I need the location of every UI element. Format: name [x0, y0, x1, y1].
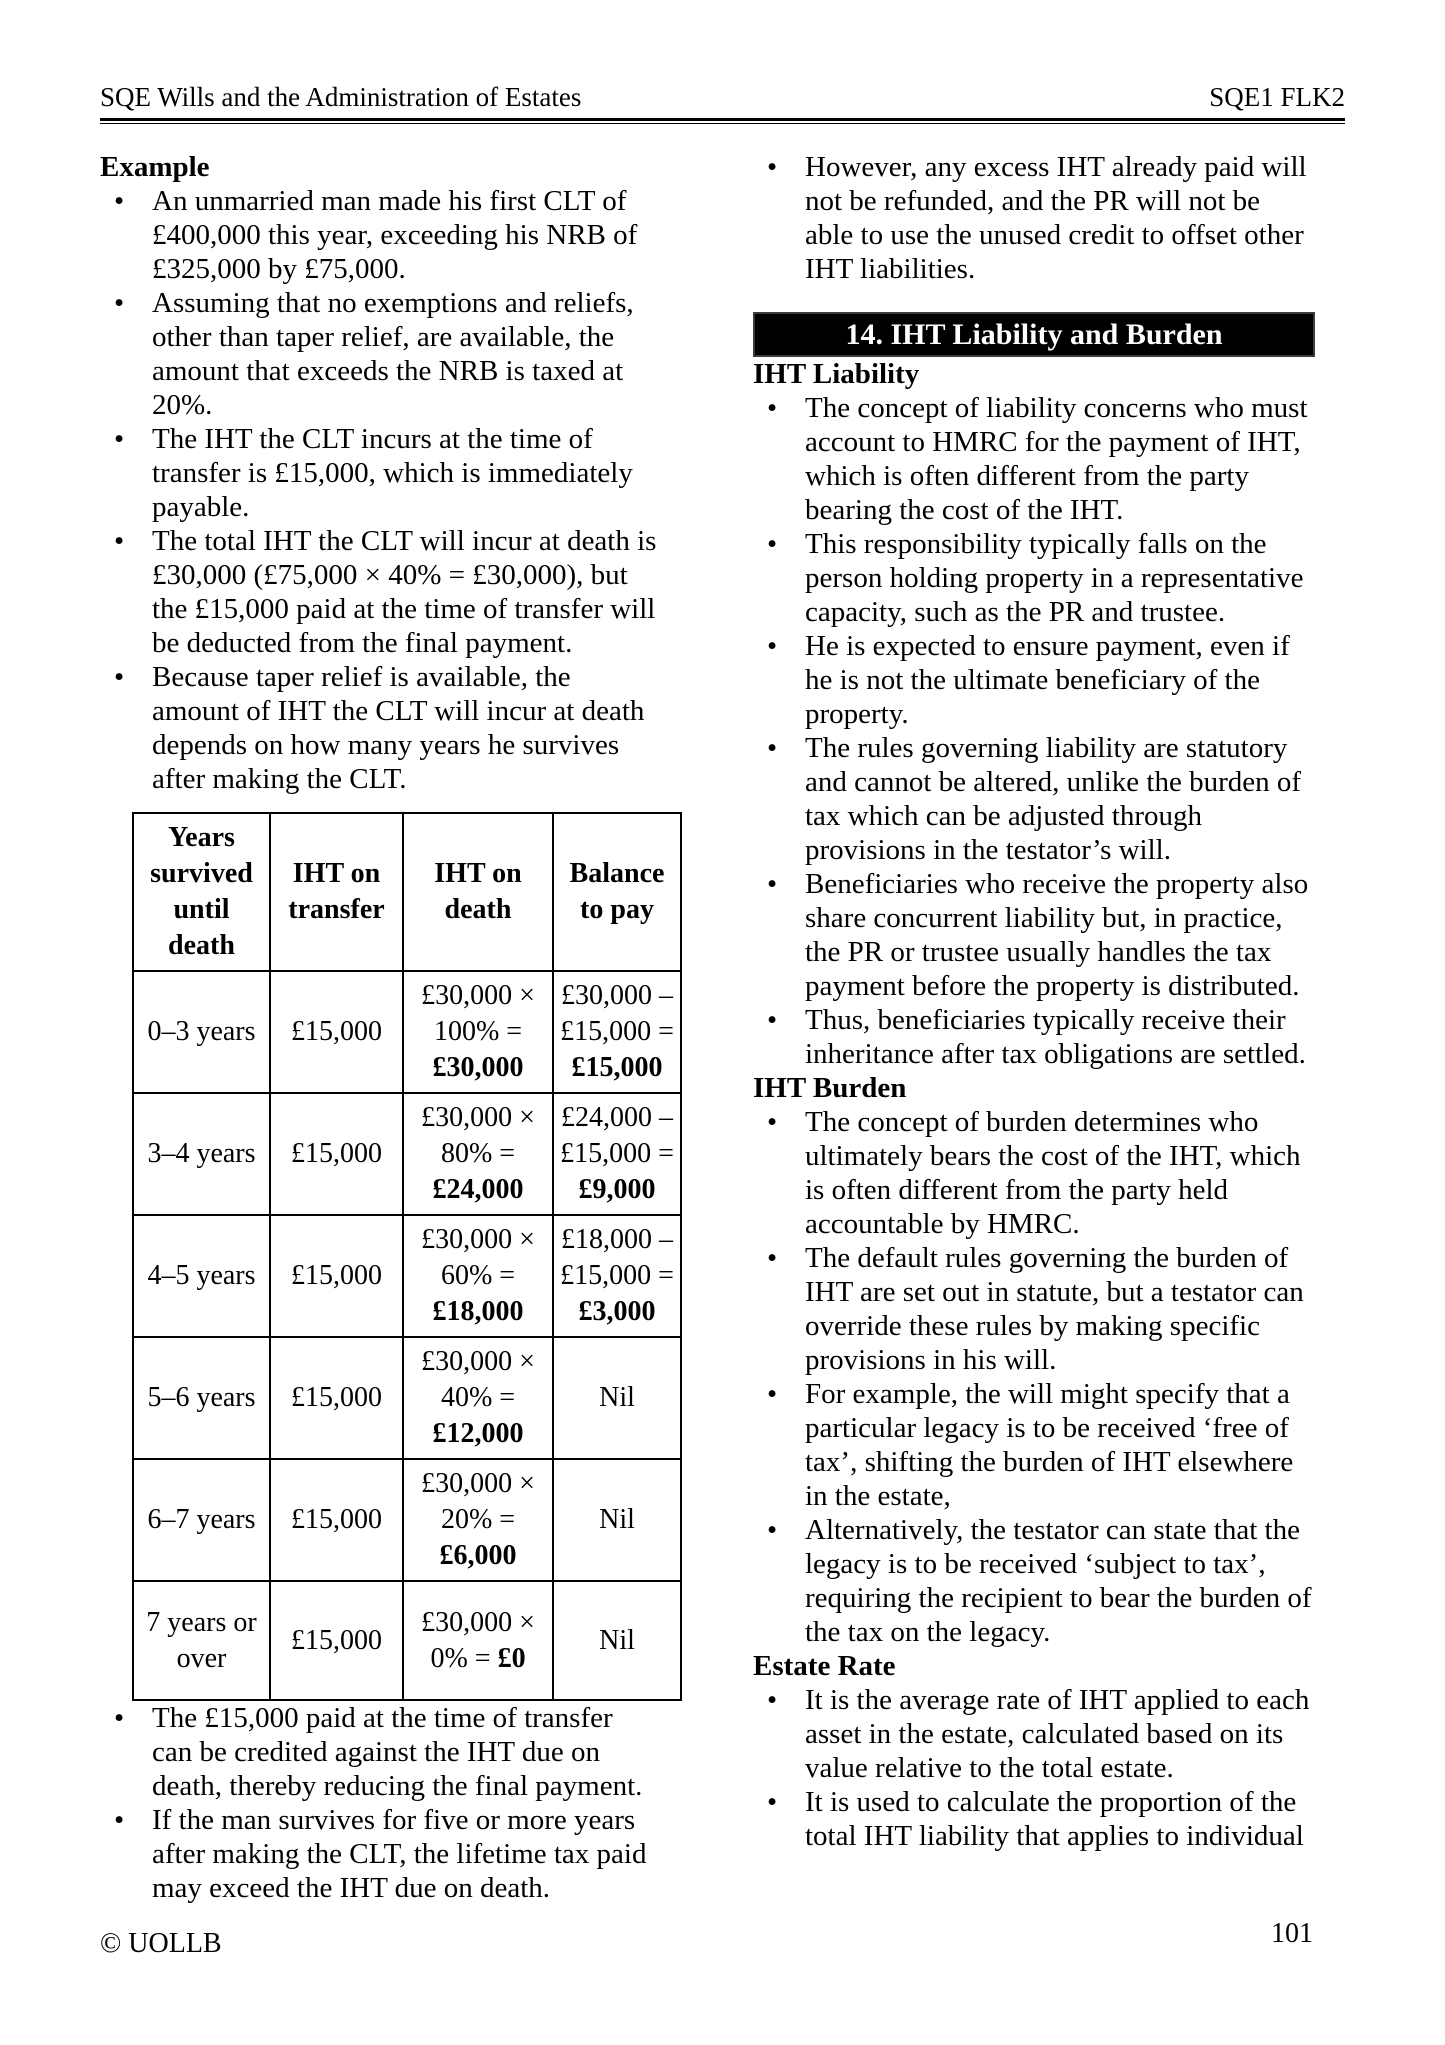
years-cell: 3–4 years	[133, 1093, 270, 1215]
cell-line: 0% = £0	[430, 1642, 526, 1674]
liability-bullet-list	[753, 391, 1315, 1071]
cell-line: £18,000 –	[561, 1224, 673, 1255]
bullet-text: For example, the will might specify that a particular legacy is to be received ‘free of tax’, shifting the burden of IHT elsewhere in the estate,	[805, 1378, 1294, 1512]
iht-on-death-cell	[403, 1215, 553, 1337]
list-item	[753, 1003, 1315, 1071]
iht-on-transfer-cell: £15,000	[270, 1337, 403, 1459]
cell-line: 100% =	[433, 1016, 523, 1047]
top-bullet-list	[753, 150, 1315, 286]
table-header-cell: Balance to pay	[553, 813, 681, 971]
bullet-text: The default rules governing the burden of IHT are set out in statute, but a testator can override these rules by making specific provisions in his will.	[805, 1242, 1304, 1376]
content-columns	[100, 150, 1315, 1905]
left-column	[100, 150, 674, 1905]
list-item	[753, 867, 1315, 1003]
bullet-icon: •	[767, 528, 778, 560]
bullet-text: Alternatively, the testator can state that the legacy is to be received ‘subject to tax’, requiring the recipient to bear the burden of the tax on the legacy.	[805, 1514, 1312, 1648]
header-title-right: SQE1 FLK2	[1209, 82, 1345, 112]
bullet-text: The total IHT the CLT will incur at death is £30,000 (£75,000 × 40% = £30,000), but the £15,000 paid at the time of transfer will be deducted from the final payment.	[152, 525, 657, 659]
estate-rate-heading: Estate Rate	[753, 1650, 896, 1682]
burden-bullet-list	[753, 1105, 1315, 1649]
cell-line: £30,000 –	[561, 980, 673, 1011]
bullet-icon: •	[114, 525, 125, 557]
list-item	[100, 1701, 660, 1803]
balance-to-pay-cell	[553, 971, 681, 1093]
years-cell: 7 years or over	[133, 1581, 270, 1700]
list-item	[753, 1785, 1315, 1853]
table-row	[133, 1581, 681, 1700]
bullet-icon: •	[767, 1106, 778, 1138]
bullet-text: However, any excess IHT already paid will not be refunded, and the PR will not be able to use the unused credit to offset other IHT liabilities.	[805, 151, 1307, 285]
cell-line: £30,000 ×	[421, 1468, 535, 1499]
cell-line: £6,000	[439, 1540, 517, 1571]
list-item	[753, 629, 1315, 731]
bullet-text: If the man survives for five or more years after making the CLT, the lifetime tax paid may exceed the IHT due on death.	[152, 1804, 647, 1904]
list-item	[100, 286, 660, 422]
example-heading: Example	[100, 151, 210, 183]
years-cell: 0–3 years	[133, 971, 270, 1093]
cell-line: £24,000 –	[561, 1102, 673, 1133]
list-item	[100, 1803, 660, 1905]
iht-on-transfer-cell: £15,000	[270, 1093, 403, 1215]
years-cell: 5–6 years	[133, 1337, 270, 1459]
table-header-cell: IHT on death	[403, 813, 553, 971]
bullet-text: Assuming that no exemptions and reliefs, other than taper relief, are available, the amount that exceeds the NRB is taxed at 20%.	[152, 287, 634, 421]
cell-line: £9,000	[578, 1174, 656, 1205]
bullet-text: The concept of burden determines who ultimately bears the cost of the IHT, which is often different from the party held accountable by HMRC.	[805, 1106, 1301, 1240]
list-item	[753, 1513, 1315, 1649]
bullet-icon: •	[114, 1702, 125, 1734]
list-item	[753, 391, 1315, 527]
cell-line: Nil	[599, 1504, 635, 1535]
iht-on-death-cell	[403, 971, 553, 1093]
bullet-text: The £15,000 paid at the time of transfer can be credited against the IHT due on death, thereby reducing the final payment.	[152, 1702, 643, 1802]
footer-copyright: © UOLLB	[100, 1928, 222, 1959]
bullet-text: He is expected to ensure payment, even if he is not the ultimate beneficiary of the property.	[805, 630, 1290, 730]
years-cell: 6–7 years	[133, 1459, 270, 1581]
bullet-icon: •	[767, 392, 778, 424]
bullet-icon: •	[767, 1684, 778, 1716]
cell-line: Nil	[599, 1382, 635, 1413]
bullet-icon: •	[767, 1514, 778, 1546]
balance-to-pay-cell	[553, 1215, 681, 1337]
cell-line: £30,000 ×	[421, 1224, 535, 1255]
example-bullet-list	[100, 184, 660, 796]
balance-to-pay-cell	[553, 1337, 681, 1459]
list-item	[753, 1683, 1315, 1785]
iht-on-death-cell	[403, 1581, 553, 1700]
cell-line: £3,000	[578, 1296, 656, 1327]
bullet-text: An unmarried man made his first CLT of £400,000 this year, exceeding his NRB of £325,000 by £75,000.	[152, 185, 638, 285]
bullet-text: The IHT the CLT incurs at the time of transfer is £15,000, which is immediately payable.	[152, 423, 633, 523]
bullet-icon: •	[114, 185, 125, 217]
bullet-text: Because taper relief is available, the amount of IHT the CLT will incur at death depends on how many years he survives after making the CLT.	[152, 661, 645, 795]
cell-line: £15,000	[571, 1052, 663, 1083]
header-title-left: SQE Wills and the Administration of Estates	[100, 82, 582, 112]
list-item	[100, 524, 660, 660]
bullet-text: It is the average rate of IHT applied to each asset in the estate, calculated based on its value relative to the total estate.	[805, 1684, 1310, 1784]
iht-on-death-cell	[403, 1459, 553, 1581]
header-rule-thin	[100, 123, 1345, 124]
balance-to-pay-cell	[553, 1093, 681, 1215]
list-item	[100, 422, 660, 524]
bullet-icon: •	[114, 661, 125, 693]
cell-line: 40% =	[440, 1382, 516, 1413]
bullet-icon: •	[767, 1242, 778, 1274]
iht-on-death-cell	[403, 1093, 553, 1215]
cell-line: £30,000 ×	[421, 980, 535, 1011]
table-header-cell: IHT on transfer	[270, 813, 403, 971]
estate-rate-bullet-list	[753, 1683, 1315, 1853]
balance-to-pay-cell	[553, 1581, 681, 1700]
table-row	[133, 1215, 681, 1337]
table-row	[133, 1459, 681, 1581]
bullet-text: Beneficiaries who receive the property also share concurrent liability but, in practice, the PR or trustee usually handles the tax payment before the property is distributed.	[805, 868, 1309, 1002]
cell-line: 80% =	[440, 1138, 516, 1169]
cell-line: £18,000	[432, 1296, 524, 1327]
cell-line: 20% =	[440, 1504, 516, 1535]
table-row	[133, 1093, 681, 1215]
cell-line: 60% =	[440, 1260, 516, 1291]
cell-line: £15,000 =	[560, 1260, 674, 1291]
bullet-text: This responsibility typically falls on the person holding property in a representative capacity, such as the PR and trustee.	[805, 528, 1304, 628]
bullet-text: Thus, beneficiaries typically receive their inheritance after tax obligations are settled.	[805, 1004, 1306, 1070]
iht-on-transfer-cell: £15,000	[270, 1215, 403, 1337]
bullet-icon: •	[767, 868, 778, 900]
balance-to-pay-cell	[553, 1459, 681, 1581]
liability-heading: IHT Liability	[753, 358, 920, 390]
cell-line: £24,000	[432, 1174, 524, 1205]
cell-line: £30,000 ×	[421, 1346, 535, 1377]
bullet-icon: •	[114, 1804, 125, 1836]
bullet-text: The concept of liability concerns who must account to HMRC for the payment of IHT, which is often different from the party bearing the cost of the IHT.	[805, 392, 1308, 526]
list-item	[753, 731, 1315, 867]
list-item	[753, 1241, 1315, 1377]
table-row	[133, 1337, 681, 1459]
iht-on-death-cell	[403, 1337, 553, 1459]
bullet-icon: •	[767, 1786, 778, 1818]
after-table-bullet-list	[100, 1701, 660, 1905]
iht-on-transfer-cell: £15,000	[270, 1581, 403, 1700]
years-cell: 4–5 years	[133, 1215, 270, 1337]
bullet-icon: •	[767, 630, 778, 662]
table-header-row	[133, 813, 681, 971]
right-column	[753, 150, 1315, 1905]
table-row	[133, 971, 681, 1093]
bullet-icon: •	[767, 151, 778, 183]
header-rule	[100, 118, 1345, 124]
footer-page-number: 101	[1271, 1918, 1313, 1949]
iht-on-transfer-cell: £15,000	[270, 1459, 403, 1581]
section-banner: 14. IHT Liability and Burden	[753, 312, 1315, 357]
list-item	[100, 660, 660, 796]
table-header-cell: Years survived until death	[133, 813, 270, 971]
cell-line: £15,000 =	[560, 1016, 674, 1047]
bullet-icon: •	[767, 1378, 778, 1410]
taper-relief-table	[132, 812, 682, 1701]
bullet-text: It is used to calculate the proportion of the total IHT liability that applies to individual	[805, 1786, 1304, 1852]
list-item	[753, 150, 1315, 286]
bullet-icon: •	[767, 1004, 778, 1036]
bullet-icon: •	[114, 287, 125, 319]
bullet-icon: •	[767, 732, 778, 764]
list-item	[100, 184, 660, 286]
page-header	[100, 82, 1345, 112]
cell-line: £30,000 ×	[421, 1102, 535, 1133]
bullet-text: The rules governing liability are statutory and cannot be altered, unlike the burden of tax which can be adjusted through provisions in the testator’s will.	[805, 732, 1302, 866]
list-item	[753, 527, 1315, 629]
cell-line: £12,000	[432, 1418, 524, 1449]
burden-heading: IHT Burden	[753, 1072, 907, 1104]
cell-line: Nil	[599, 1624, 635, 1656]
cell-line: £30,000 ×	[421, 1606, 535, 1638]
list-item	[753, 1377, 1315, 1513]
cell-line: £15,000 =	[560, 1138, 674, 1169]
list-item	[753, 1105, 1315, 1241]
iht-on-transfer-cell: £15,000	[270, 971, 403, 1093]
header-rule-thick	[100, 118, 1345, 121]
cell-line: £30,000	[432, 1052, 524, 1083]
bullet-icon: •	[114, 423, 125, 455]
